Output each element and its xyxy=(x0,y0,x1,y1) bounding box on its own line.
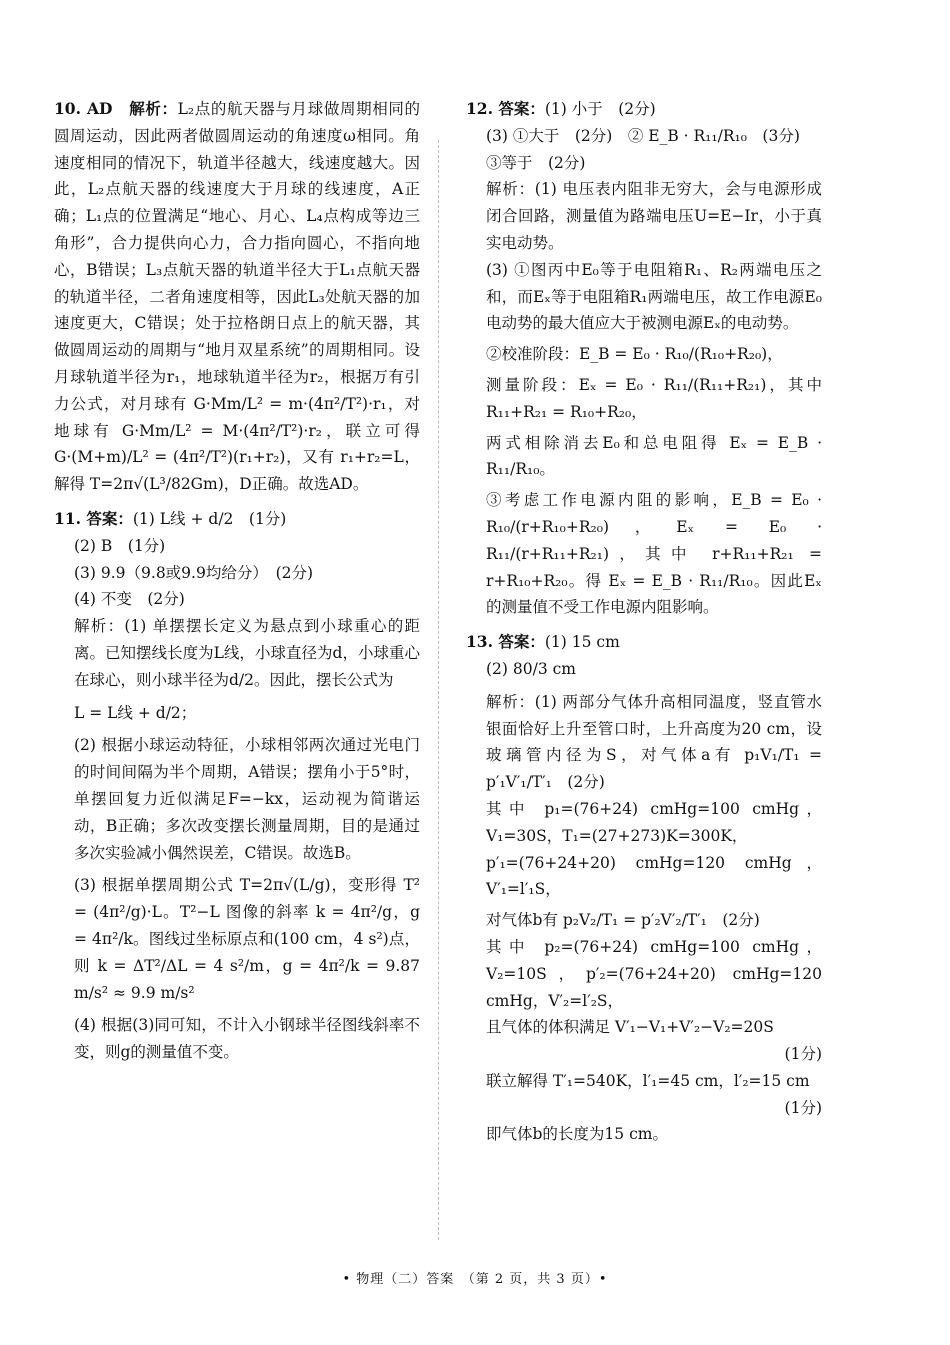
question-12 xyxy=(466,96,822,621)
q11-answer-2: (2) B (1分) xyxy=(74,536,166,555)
q12-analysis-4: 测量阶段：Eₓ = E₀ · R₁₁/(R₁₁+R₂₁)，其中 R₁₁+R₂₁ = R₁₀+R₂₀， xyxy=(486,375,822,421)
q12-analysis-1: 解析：(1) 电压表内阻非无穷大，会与电源形成闭合回路，测量值为路端电压U=E−Ir，小于真实电动势。 xyxy=(486,180,822,252)
q10-body: L₂点的航天器与月球做周期相同的圆周运动，因此两者做圆周运动的角速度ω相同。角速度相同的情况下，轨道半径越大，线速度越大。因此，L₂点航天器的线速度大于月球的线速度，A正确；L₁点的位置满足“地心、月心、L₄点构成等边三角形”，合力提供向心力，合力指向圆心，不指向地心，B错误；L₃点航天器的轨道半径大于L₁点航天器的轨道半径，二者角速度相等，因此L₃处航天器的加速度更大，C错误；处于拉格朗日点上的航天器，其做圆周运动的周期与“地月双星系统”的周期相同。设月球轨道半径为r₁，地球轨道半径为r₂，根据万有引力公式，对月球有 G·Mm/L² = m·(4π²/T²)·r₁，对地球有 G·Mm/L² = M·(4π²/T²)·r₂，联立可得 G·(M+m)/L² = (4π²/T²)(r₁+r₂)，又有 r₁+r₂=L，解得 T=2π√(L³/82Gm)，D正确。故选AD。 xyxy=(54,100,420,494)
q13-analysis-7: 联立解得 T′₁=540K，l′₁=45 cm，l′₂=15 cm xyxy=(486,1071,810,1090)
q11-answer-4: (4) 不变 (2分) xyxy=(74,590,185,609)
q13-analysis-5: 其中 p₂=(76+24) cmHg=100 cmHg，V₂=10S，p′₂=(76+24+20) cmHg=120 cmHg，V′₂=l′₂S， xyxy=(486,937,822,1010)
q13-analysis-1: 解析：(1) 两部分气体升高相同温度，竖直管水银面恰好上升至管口时，上升高度为20 cm，设玻璃管内径为S，对气体a有 p₁V₁/T₁ = p′₁V′₁/T′₁ (2分) xyxy=(486,692,822,792)
q13-analysis-3: p′₁=(76+24+20) cmHg=120 cmHg，V′₁=l′₁S， xyxy=(486,853,822,899)
right-column xyxy=(466,96,822,1148)
q11-analysis-5: (4) 根据(3)同可知，不计入小钢球半径图线斜率不变，则g的测量值不变。 xyxy=(74,1016,420,1062)
question-10 xyxy=(54,96,420,498)
q13-score-1: (1分) xyxy=(784,1045,822,1064)
q12-answer-1: (1) 小于 (2分) xyxy=(544,100,656,118)
q11-analysis-1: 解析：(1) 单摆摆长定义为悬点到小球重心的距离。已知摆线长度为L线，小球直径为d，小球重心在球心，则小球半径为d/2。因此，摆长公式为 xyxy=(74,617,420,689)
q11-answer-3: (3) 9.9（9.8或9.9均给分） (2分) xyxy=(74,563,314,582)
page-footer: • 物理（二）答案 （第 2 页，共 3 页）• xyxy=(342,1272,608,1287)
q13-analysis-4: 对气体b有 p₂V₂/T₁ = p′₂V′₂/T′₁ (2分) xyxy=(486,911,760,930)
question-13 xyxy=(466,629,822,1148)
column-divider xyxy=(438,140,439,1240)
q13-answer-1: (1) 15 cm xyxy=(544,633,620,652)
left-column xyxy=(54,96,420,1066)
q13-score-2: (1分) xyxy=(784,1098,822,1117)
q13-answer-2: (2) 80/3 cm xyxy=(486,659,576,678)
q12-answer-2: (3) ①大于 (2分) ② E_B · R₁₁/R₁₀ (3分) xyxy=(486,126,800,145)
question-11 xyxy=(54,506,420,1066)
q13-analysis-2: 其中 p₁=(76+24) cmHg=100 cmHg，V₁=30S，T₁=(27+273)K=300K， xyxy=(486,799,822,845)
q13-analysis-6: 且气体的体积满足 V′₁−V₁+V′₂−V₂=20S xyxy=(486,1018,774,1037)
q12-analysis-2: (3) ①图丙中E₀等于电阻箱R₁、R₂两端电压之和，而Eₓ等于电阻箱R₁两端电压，故工作电源E₀电动势的最大值应大于被测电源Eₓ的电动势。 xyxy=(486,260,822,333)
q11-analysis-4: (3) 根据单摆周期公式 T=2π√(L/g)，变形得 T² = (4π²/g)·L。T²−L 图像的斜率 k = 4π²/g，g = 4π²/k。图线过坐标原点和(100 cm，4 s²)点，则 k = ΔT²/ΔL = 4 s²/m，g = 4π²/k = 9.87 m/s² ≈ 9.9 m/s² xyxy=(74,876,420,1002)
q12-analysis-6: ③考虑工作电源内阻的影响，E_B = E₀ · R₁₀/(r+R₁₀+R₂₀)，Eₓ = E₀ · R₁₁/(r+R₁₁+R₂₁)，其中 r+R₁₁+R₂₁ = r+R₁₀+R₂₀。得 Eₓ = E_B · R₁₁/R₁₀。因此Eₓ的测量值不受工作电源内阻影响。 xyxy=(486,491,822,617)
q12-answer-label: 12. 答案： xyxy=(466,99,545,118)
q13-answer-label: 13. 答案： xyxy=(466,632,545,652)
q12-analysis-3: ②校准阶段：E_B = E₀ · R₁₀/(R₁₀+R₂₀)， xyxy=(486,345,783,364)
q12-analysis-5: 两式相除消去E₀和总电阻得 Eₓ = E_B · R₁₁/R₁₀。 xyxy=(486,433,822,479)
q12-answer-3: ③等于 (2分) xyxy=(486,153,586,172)
q10-header: 10. AD 解析： xyxy=(54,99,178,118)
q11-analysis-3: (2) 根据小球运动特征，小球相邻两次通过光电门的时间间隔为半个周期，A错误；摆角小于5°时，单摆回复力近似满足F=−kx，运动视为简谐运动，B正确；多次改变摆长测量周期，目的是通过多次实验减小偶然误差，C错误。故选B。 xyxy=(74,736,420,862)
q13-analysis-8: 即气体b的长度为15 cm。 xyxy=(486,1125,668,1144)
q11-answer-1: (1) L线 + d/2 (1分) xyxy=(132,509,287,528)
q11-answer-label: 11. 答案： xyxy=(54,508,133,528)
q11-analysis-2: L = L线 + d/2； xyxy=(74,703,197,722)
